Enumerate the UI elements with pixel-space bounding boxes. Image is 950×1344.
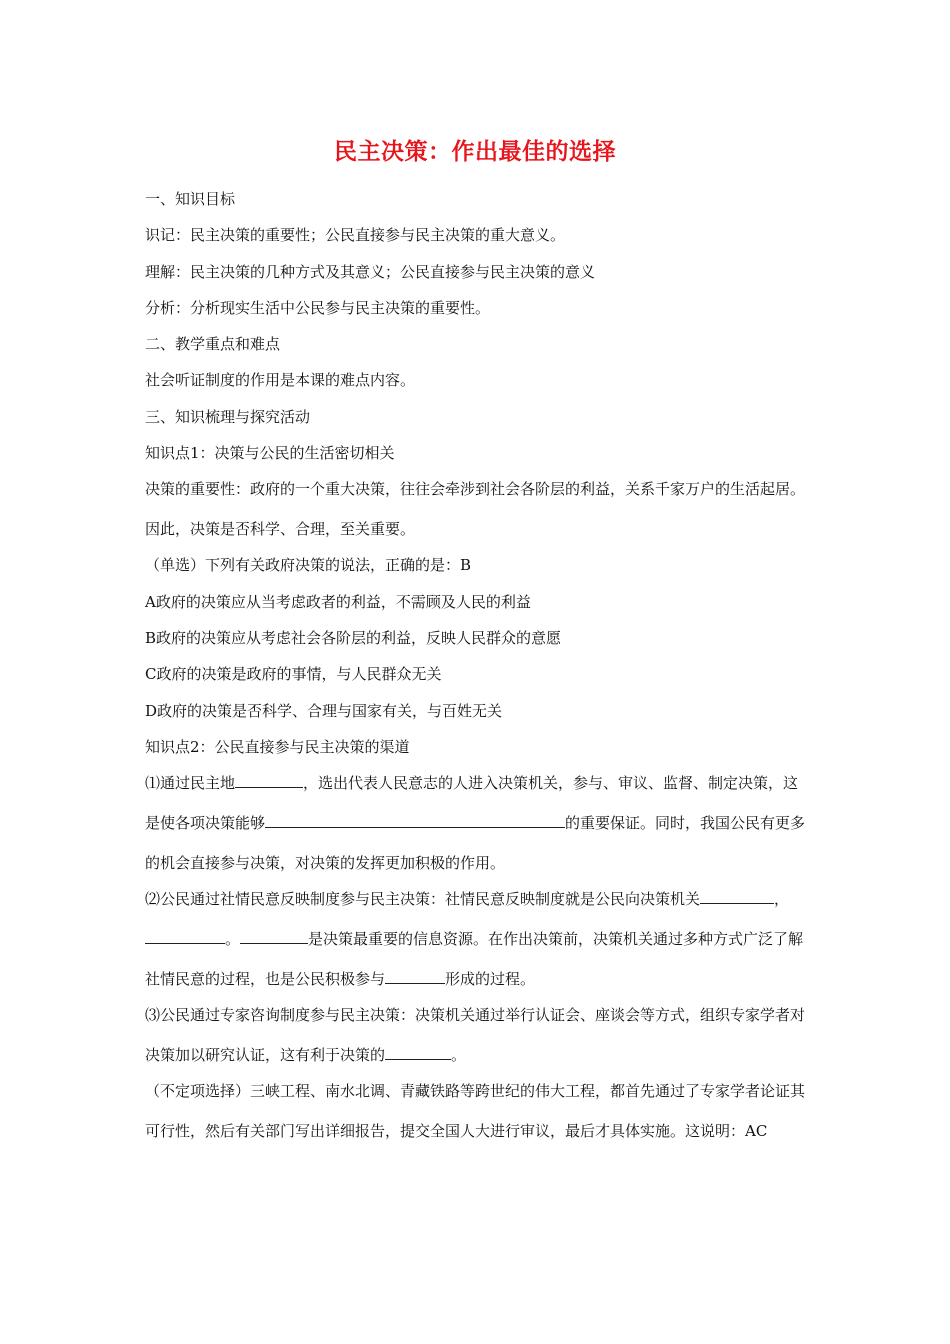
document-title: 民主决策：作出最佳的选择 — [334, 139, 616, 165]
item-text: 是决策最重要的信息资源。在作出决策前，决策机关通过多种方式广泛了解社情民意的过程，也是公民积极参与 — [145, 930, 804, 989]
section-heading: 二、教学重点和难点 — [145, 335, 281, 354]
item-text: 的重要保证。同时，我国公民有更多的机会直接参与决策，对决策的发挥更加积极的作用。 — [145, 814, 806, 873]
question-option: D政府的决策是否科学、合理与国家有关，与百姓无关 — [145, 701, 503, 720]
blank-line — [240, 928, 308, 944]
section-heading: 一、知识目标 — [145, 190, 236, 208]
blank-line — [145, 928, 225, 944]
blank-line — [734, 888, 774, 904]
question-option: A政府的决策应从当考虑政者的利益，不需顾及人民的利益 — [145, 592, 531, 611]
document-body — [145, 186, 810, 1154]
item-text: ⑵公民通过社情民意反映制度参与民主决策：社情民意反映制度就是公民向决策机关 — [145, 890, 701, 909]
blank-line — [385, 1044, 451, 1060]
text-line: 理解：民主决策的几种方式及其意义；公民直接参与民主决策的意义 — [145, 262, 596, 281]
question-stem: （单选）下列有关政府决策的说法，正确的是：B — [145, 556, 472, 575]
question-option: C政府的决策是政府的事情，与人民群众无关 — [145, 665, 442, 684]
item-text: ⑶公民通过专家咨询制度参与民主决策：决策机关通过举行认证会、座谈会等方式，组织专家学者对决策加以研究认证，这有利于决策的 — [145, 1006, 806, 1065]
blank-line — [235, 772, 303, 788]
section-heading: 三、知识梳理与探究活动 — [145, 407, 311, 426]
item-text: ， — [774, 890, 790, 909]
fill-blank-item — [145, 763, 810, 883]
item-text: 。 — [451, 1046, 467, 1065]
paragraph: 决策的重要性：政府的一个重大决策，往往会牵涉到社会各阶层的利益，关系千家万户的生活起居。因此，决策是否科学、合理，至关重要。 — [145, 480, 806, 539]
knowledge-point-heading: 知识点1：决策与公民的生活密切相关 — [145, 444, 395, 463]
text-line: 社会听证制度的作用是本课的难点内容。 — [145, 371, 416, 390]
text-line: 识记：民主决策的重要性；公民直接参与民主决策的重大意义。 — [145, 226, 566, 245]
fill-blank-item — [145, 995, 810, 1075]
item-text: 。 — [225, 930, 241, 949]
item-text: ⑴通过民主地 — [145, 774, 236, 793]
knowledge-point-heading: 知识点2：公民直接参与民主决策的渠道 — [145, 737, 410, 756]
fill-blank-item — [145, 879, 810, 999]
blank-line — [385, 968, 445, 984]
text-line: 分析：分析现实生活中公民参与民主决策的重要性。 — [145, 298, 491, 317]
blank-line — [265, 812, 565, 828]
question-option: B政府的决策应从考虑社会各阶层的利益，反映人民群众的意愿 — [145, 628, 562, 647]
question-stem: （不定项选择）三峡工程、南水北调、青藏铁路等跨世纪的伟大工程，都首先通过了专家学者论证其可行性，然后有关部门写出详细报告，提交全国人大进行审议，最后才具体实施。这说明：AC — [145, 1082, 806, 1141]
blank-line — [700, 888, 734, 904]
item-text: ，选出代表人民意志的人进入决策机关，参与、审议、监督、制定决策，这是使各项决策能够 — [145, 774, 799, 833]
item-text: 形成的过程。 — [445, 970, 536, 989]
